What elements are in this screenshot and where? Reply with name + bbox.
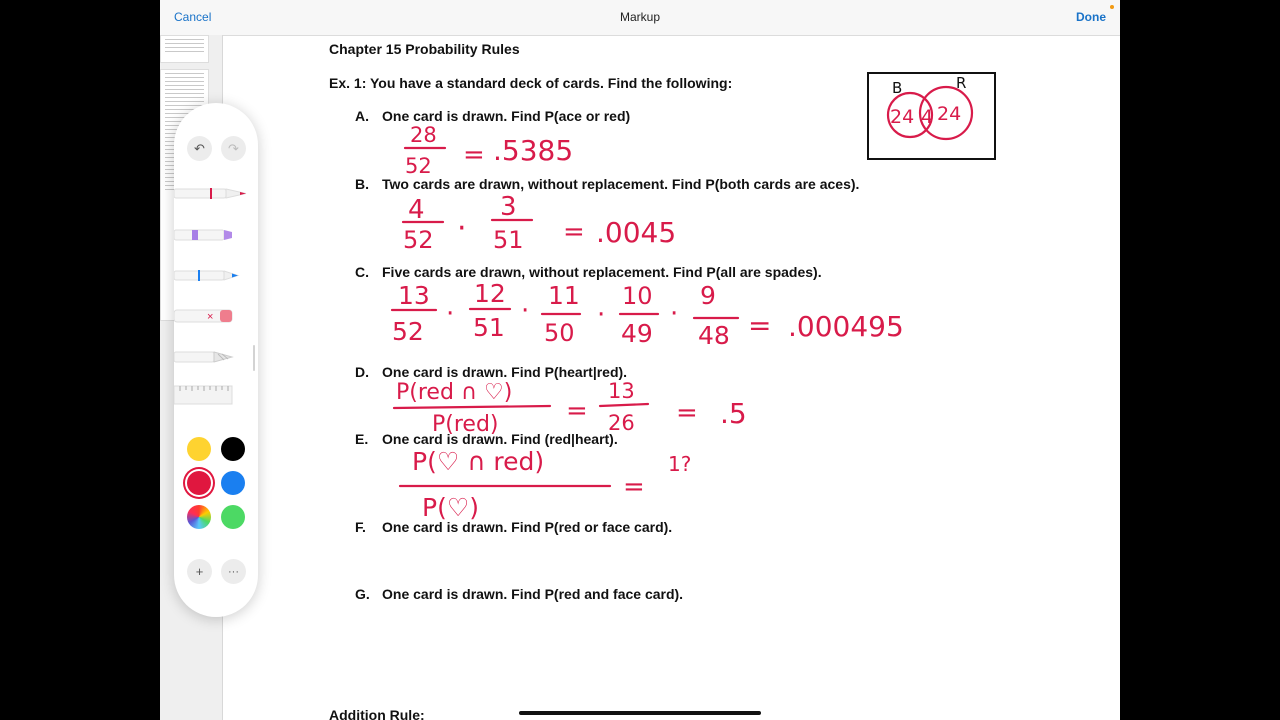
- home-indicator[interactable]: [519, 711, 761, 715]
- venn-left-value: 24: [890, 106, 915, 128]
- lasso-tool[interactable]: [174, 345, 248, 369]
- document-title: Chapter 15 Probability Rules: [329, 41, 520, 57]
- venn-diagram-box: [867, 72, 996, 160]
- color-picker-wheel[interactable]: [187, 505, 211, 529]
- answer-d-denominator: P(red): [432, 412, 499, 437]
- question-text: One card is drawn. Find (red|heart).: [382, 431, 618, 447]
- answer-b-denominator-1: 52: [403, 226, 434, 254]
- done-button[interactable]: Done: [1076, 10, 1106, 24]
- multiply-dot: ·: [446, 299, 455, 329]
- redo-button[interactable]: ↷: [221, 136, 246, 161]
- answer-c-numerator: 9: [700, 281, 716, 310]
- question-text: Five cards are drawn, without replacement. Find P(all are spades).: [382, 264, 822, 280]
- cancel-button[interactable]: Cancel: [174, 10, 212, 24]
- answer-a-result: .5385: [493, 134, 574, 167]
- multiply-dot: ·: [670, 299, 679, 329]
- ruler-tool[interactable]: [174, 383, 248, 407]
- question-text: One card is drawn. Find P(red or face card).: [382, 519, 673, 535]
- answer-c-numerator: 11: [548, 281, 580, 310]
- question-text: One card is drawn. Find P(heart|red).: [382, 364, 628, 380]
- equals-sign: =: [563, 217, 585, 247]
- add-button[interactable]: +: [187, 559, 212, 584]
- answer-c-numerator: 12: [474, 279, 506, 308]
- question-letter: G.: [355, 586, 370, 602]
- answer-a-denominator: 52: [405, 154, 432, 178]
- answer-e-denominator: P(♡): [422, 493, 479, 522]
- answer-c-denominator: 48: [698, 321, 730, 350]
- question-text: One card is drawn. Find P(ace or red): [382, 108, 631, 124]
- more-button[interactable]: ···: [221, 559, 246, 584]
- question-letter: B.: [355, 176, 369, 192]
- color-swatch-yellow[interactable]: [187, 437, 211, 461]
- equals-sign: =: [676, 398, 698, 428]
- highlighter-tool[interactable]: [174, 223, 248, 247]
- venn-label-b: B: [892, 79, 903, 97]
- multiply-dot: ·: [457, 211, 467, 246]
- answer-d-denominator-2: 26: [608, 411, 635, 435]
- question-text: Two cards are drawn, without replacement. Find P(both cards are aces).: [382, 176, 860, 192]
- venn-intersection-value: 4: [921, 106, 934, 128]
- color-swatch-blue[interactable]: [221, 471, 245, 495]
- answer-c-denominator: 50: [544, 319, 575, 347]
- markup-screen: [160, 0, 1120, 720]
- navbar-title: Markup: [619, 10, 660, 24]
- answer-a-numerator: 28: [410, 123, 437, 147]
- question-text: One card is drawn. Find P(red and face card).: [382, 586, 684, 602]
- svg-text:×: ×: [207, 311, 214, 323]
- question-letter: A.: [355, 108, 369, 124]
- recording-indicator-dot: [1110, 5, 1114, 9]
- color-swatch-black[interactable]: [221, 437, 245, 461]
- equals-sign: =: [748, 309, 772, 342]
- answer-d-result: .5: [720, 397, 747, 430]
- multiply-dot: ·: [521, 296, 530, 326]
- answer-e-numerator: P(♡ ∩ red): [412, 447, 545, 476]
- answer-b-numerator-2: 3: [500, 192, 517, 222]
- answer-c-denominator: 52: [392, 317, 424, 346]
- answer-c-denominator: 49: [621, 319, 653, 348]
- question-letter: D.: [355, 364, 369, 380]
- color-swatch-red-selected[interactable]: [187, 471, 211, 495]
- answer-d-numerator-2: 13: [608, 379, 635, 403]
- answer-b-numerator-1: 4: [408, 195, 425, 225]
- answer-c-denominator: 51: [473, 313, 505, 342]
- equals-sign: =: [623, 472, 645, 502]
- undo-button[interactable]: ↶: [187, 136, 212, 161]
- venn-right-value: 24: [937, 103, 962, 125]
- pencil-tool[interactable]: [174, 263, 248, 287]
- navigation-bar: [160, 0, 1120, 36]
- eraser-tool[interactable]: [174, 304, 248, 328]
- answer-c-numerator: 13: [398, 281, 430, 310]
- answer-c-result: .000495: [788, 310, 904, 343]
- markup-tool-palette: [174, 103, 258, 617]
- equals-sign: =: [463, 140, 485, 170]
- answer-e-partial: 1?: [668, 452, 692, 476]
- example-prompt: Ex. 1: You have a standard deck of cards. Find the following:: [329, 75, 733, 91]
- addition-rule-heading: Addition Rule:: [329, 707, 425, 720]
- palette-scroll-indicator: [253, 345, 255, 371]
- answer-d-numerator: P(red ∩ ♡): [396, 380, 513, 405]
- answer-c-numerator: 10: [622, 282, 653, 310]
- question-letter: F.: [355, 519, 366, 535]
- multiply-dot: ·: [597, 300, 606, 330]
- color-swatch-green[interactable]: [221, 505, 245, 529]
- pen-tool[interactable]: [174, 181, 248, 205]
- venn-label-r: R: [956, 74, 967, 92]
- question-letter: C.: [355, 264, 369, 280]
- equals-sign: =: [566, 396, 588, 426]
- answer-b-result: .0045: [596, 216, 677, 249]
- question-letter: E.: [355, 431, 369, 447]
- answer-b-denominator-2: 51: [493, 226, 524, 254]
- page-thumbnail[interactable]: [160, 35, 209, 63]
